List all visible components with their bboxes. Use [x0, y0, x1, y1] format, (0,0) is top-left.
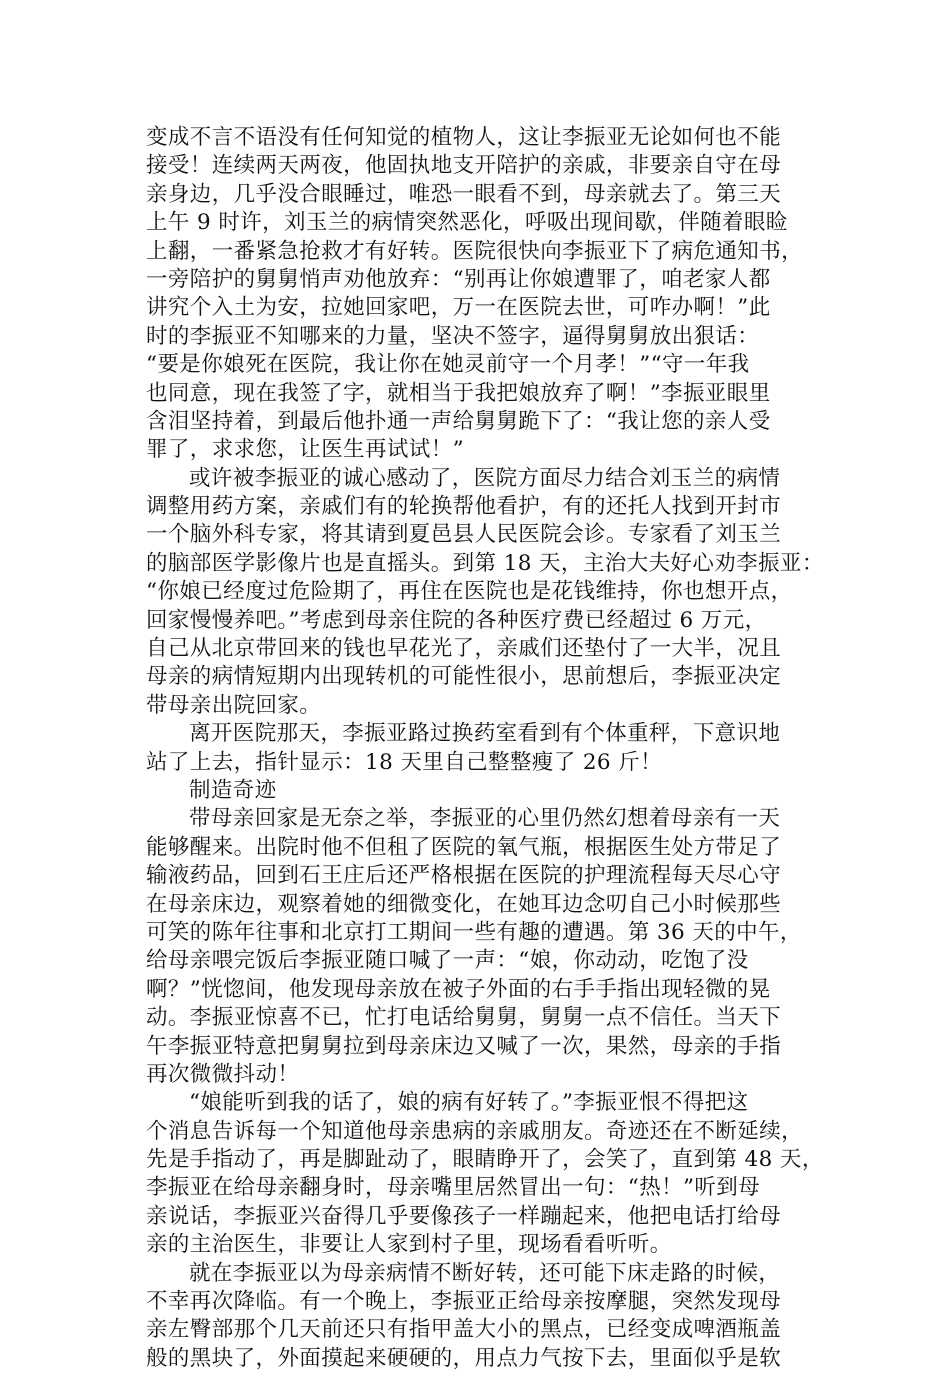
- text-line: 在母亲床边，观察着她的细微变化，在她耳边念叨自己小时候那些: [146, 891, 782, 917]
- text-line: 输液药品，回到石王庄后还严格根据在医院的护理流程每天尽心守: [146, 863, 782, 889]
- section-heading: 制造奇迹: [189, 777, 277, 803]
- text-line: 上午 9 时许，刘玉兰的病情突然恶化，呼吸出现间歇，伴随着眼睑: [146, 210, 788, 236]
- text-line: 亲的主治医生，非要让人家到村子里，现场看看听听。: [146, 1232, 672, 1258]
- text-line: 的脑部医学影像片也是直摇头。到第 18 天，主治大夫好心劝李振亚：: [146, 550, 824, 576]
- text-line: 回家慢慢养吧。”考虑到母亲住院的各种医疗费已经超过 6 万元，: [146, 607, 767, 633]
- text-line: 亲说话，李振亚兴奋得几乎要像孩子一样蹦起来，他把电话打给母: [146, 1203, 782, 1229]
- text-line: 接受！连续两天两夜，他固执地支开陪护的亲戚，非要亲自守在母: [146, 153, 782, 179]
- text-line: 调整用药方案，亲戚们有的轮换帮他看护，有的还托人找到开封市: [146, 494, 782, 520]
- text-line: “娘能听到我的话了，娘的病有好转了。”李振亚恨不得把这: [189, 1090, 749, 1116]
- text-line: 自己从北京带回来的钱也早花光了，亲戚们还垫付了一大半，况且: [146, 636, 782, 662]
- text-line: 给母亲喂完饭后李振亚随口喊了一声：“娘，你动动，吃饱了没: [146, 948, 749, 974]
- text-line: 可笑的陈年往事和北京打工期间一些有趣的遭遇。第 36 天的中午，: [146, 919, 802, 945]
- text-line: 般的黑块了，外面摸起来硬硬的，用点力气按下去，里面似乎是软: [146, 1345, 782, 1371]
- text-line: 午李振亚特意把舅舅拉到母亲床边又喊了一次，果然，母亲的手指: [146, 1033, 782, 1059]
- text-line: 时的李振亚不知哪来的力量，坚决不签字，逼得舅舅放出狠话：: [146, 323, 760, 349]
- text-line: 也同意，现在我签了字，就相当于我把娘放弃了啊！”李振亚眼里: [146, 380, 771, 406]
- text-line: 带母亲出院回家。: [146, 692, 322, 718]
- text-line: 个消息告诉每一个知道他母亲患病的亲戚朋友。奇迹还在不断延续，: [146, 1118, 804, 1144]
- text-line: 或许被李振亚的诚心感动了，医院方面尽力结合刘玉兰的病情: [189, 465, 781, 491]
- text-line: 动。李振亚惊喜不已，忙打电话给舅舅，舅舅一点不信任。当天下: [146, 1005, 782, 1031]
- text-line: 一旁陪护的舅舅悄声劝他放弃：“别再让你娘遭罪了，咱老家人都: [146, 266, 771, 292]
- text-line: 亲左臀部那个几天前还只有指甲盖大小的黑点，已经变成啤酒瓶盖: [146, 1317, 782, 1343]
- text-line: 离开医院那天，李振亚路过换药室看到有个体重秤，下意识地: [189, 721, 781, 747]
- text-line: 不幸再次降临。有一个晚上，李振亚正给母亲按摩腿，突然发现母: [146, 1289, 782, 1315]
- text-line: 母亲的病情短期内出现转机的可能性很小，思前想后，李振亚决定: [146, 664, 782, 690]
- text-line: 变成不言不语没有任何知觉的植物人，这让李振亚无论如何也不能: [146, 125, 782, 150]
- text-line: 就在李振亚以为母亲病情不断好转，还可能下床走路的时候，: [189, 1260, 781, 1286]
- text-line: 带母亲回家是无奈之举，李振亚的心里仍然幻想着母亲有一天: [189, 806, 781, 832]
- text-line: 亲身边，几乎没合眼睡过，唯恐一眼看不到，母亲就去了。第三天: [146, 181, 782, 207]
- text-line: “你娘已经度过危险期了，再住在医院也是花钱维持，你也想开点，: [146, 579, 793, 605]
- text-line: 啊？”恍惚间，他发现母亲放在被子外面的右手手指出现轻微的晃: [146, 976, 771, 1002]
- text-line: 能够醒来。出院时他不但租了医院的氧气瓶，根据医生处方带足了: [146, 834, 782, 860]
- text-line: 先是手指动了，再是脚趾动了，眼睛睁开了，会笑了，直到第 48 天，: [146, 1147, 824, 1173]
- text-line: 一个脑外科专家，将其请到夏邑县人民医院会诊。专家看了刘玉兰: [146, 522, 782, 548]
- text-line: 站了上去，指针显示：18 天里自己整整瘦了 26 斤！: [146, 749, 663, 775]
- text-line: “要是你娘死在医院，我让你在她灵前守一个月孝！”“守一年我: [146, 352, 750, 378]
- text-line: 含泪坚持着，到最后他扑通一声给舅舅跪下了：“我让您的亲人受: [146, 408, 771, 434]
- text-line: 讲究个入土为安，拉她回家吧，万一在医院去世，可咋办啊！”此: [146, 295, 771, 321]
- text-line: 李振亚在给母亲翻身时，母亲嘴里居然冒出一句：“热！”听到母: [146, 1175, 761, 1201]
- text-line: 罪了，求求您，让医生再试试！”: [146, 437, 464, 463]
- text-line: 再次微微抖动！: [146, 1061, 300, 1087]
- text-line: 上翻，一番紧急抢救才有好转。医院很快向李振亚下了病危通知书，: [146, 238, 804, 264]
- document-page: [146, 124, 824, 1373]
